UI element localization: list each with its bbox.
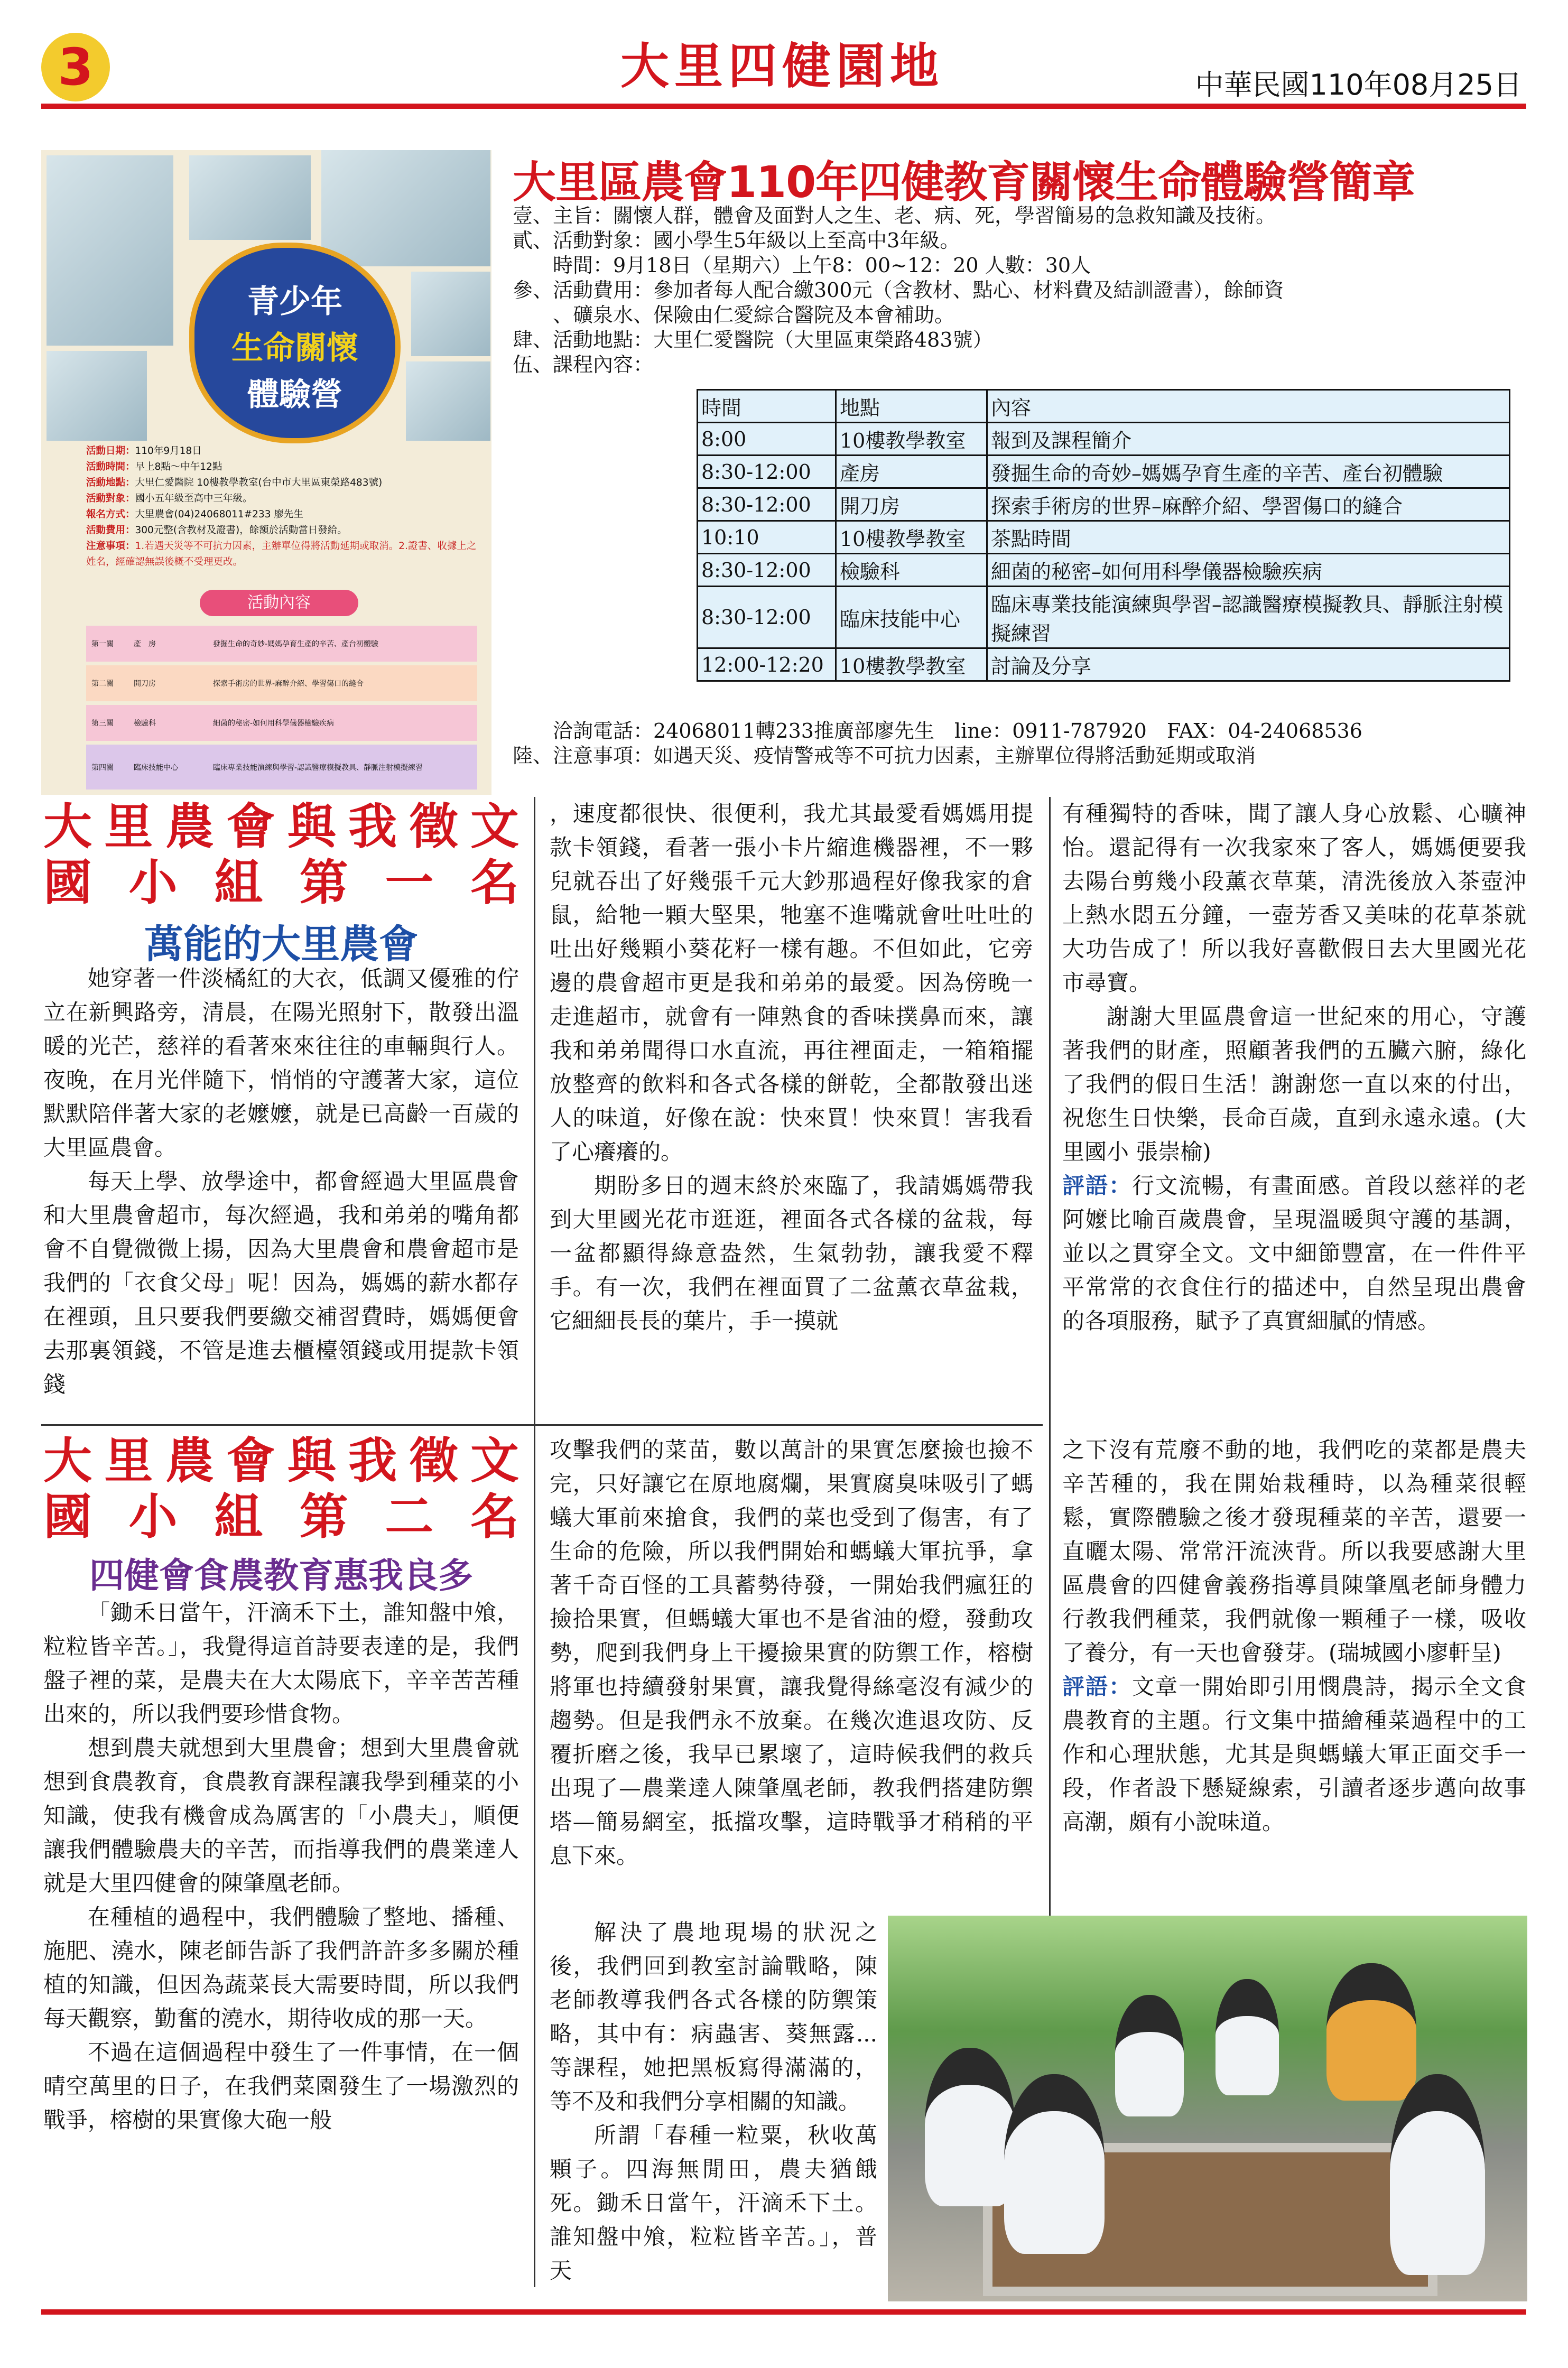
intro-line: 時間：9月18日（星期六）上午8：00~12：20 人數：30人 [513,254,1091,277]
poster-photo-1 [47,155,173,346]
article2-title-line2: 國小組第一名 [43,855,519,911]
poster-photo-4 [411,272,490,356]
article3-column-1: 「鋤禾日當午，汗滴禾下土，誰知盤中飧，粒粒皆辛苦。」，我覺得這首詩要表達的是，我們盤子裡的菜，是農夫在大太陽底下，辛辛苦苦種出來的，所以我們要珍惜食物。 想到農夫就想到大里農會；想到大里農會就想到食農教育，食農教育課程讓我學到種菜的小知識，使我有機會成為厲害的「小農夫」，順便讓我們體驗農夫的辛苦，而指導我們的農業達人就是大里四健會的陳肇凰老師。 在種植的過程中，我們體驗了整地、播種、施肥、澆水，陳老師告訴了我們許許多多關於種植的知識，但因為蔬菜長大需要時間，所以我們每天觀察，勤奮的澆水，期待收成的那一天。 不過在這個過程中發生了一件事情，在一個晴空萬里的日子，在我們菜園發生了一場激烈的戰爭，榕樹的果實像大砲一般 [43,1600,519,2133]
table-row: 8:30-12:00 產房 發掘生命的奇妙–媽媽孕育生產的辛苦、產台初體驗 [698,456,1510,488]
poster-photo-6 [406,361,490,441]
photo-student [1004,2074,1105,2254]
article2-column-1: 她穿著一件淡橘紅的大衣，低調又優雅的佇立在新興路旁，清晨，在陽光照射下，散發出溫暖的光芒，慈祥的看著來來往往的車輛與行人。夜晚，在月光伴隨下，悄悄的守護著大家，這位默默陪伴著大家的老嬤嬤，就是已高齡一百歲的大里區農會。 每天上學、放學途中，都會經過大里區農會和大里農會超市，每次經過，我和弟弟的嘴角都會不自覺微微上揚，因為大里農會和農會超市是我們的「衣食父母」呢！因為，媽媽的薪水都存在裡頭，且只要我們要繳交補習費時，媽媽便會去那裏領錢，不管是進去櫃檯領錢或用提款卡領錢 [43,965,519,1397]
article2-column-2: ，速度都很快、很便利，我尤其最愛看媽媽用提款卡領錢，看著一張小卡片縮進機器裡，不一夥兒就吞出了好幾張千元大鈔那過程好像我家的倉鼠，給牠一顆大堅果，牠塞不進嘴就會吐吐吐的吐出好幾顆小葵花籽一樣有趣。不但如此，它旁邊的農會超市更是我和弟弟的最愛。因為傍晚一走進超市，就會有一陣熟食的香味撲鼻而來，讓我和弟弟聞得口水直流，再往裡面走，一箱箱擺放整齊的飲料和各式各樣的餅乾，全都散發出迷人的味道，好像在說：快來買！快來買！害我看了心癢癢的。 期盼多日的週末終於來臨了，我請媽媽帶我到大里國光花市逛逛，裡面各式各樣的盆栽，每一盆都顯得綠意盎然，生氣勃勃，讓我愛不釋手。有一次，我們在裡面買了二盆薰衣草盆栽，它細細長長的葉片，手一摸就 [550,801,1033,1334]
poster-badge: 青少年 生命關懷 體驗營 [189,243,401,443]
article2-title-line1: 大里農會與我徵文 [43,798,519,855]
article3-subtitle: 四健會食農教育惠我良多 [89,1555,473,1596]
table-row: 8:30-12:00 檢驗科 細菌的秘密–如何用科學儀器檢驗疾病 [698,554,1510,587]
table-row: 8:30-12:00 開刀房 探索手術房的世界–麻醉介紹、學習傷口的縫合 [698,488,1510,521]
column-rule [1049,797,1051,2012]
poster-info-line: 注意事項：1.若遇天災等不可抗力因素，主辦單位得將活動延期或取消。2.證書、收據上之姓名，經確認無誤後概不受理更改。 [86,541,477,568]
poster-info-line: 報名方式：大里農會(04)24068011#233 廖先生 [86,509,303,520]
poster-info-line: 活動時間：早上8點～中午12點 [86,461,222,472]
poster-activity-row: 第三關 檢驗科 細菌的秘密-如何用科學儀器檢驗疾病 [86,705,477,741]
article1-contact [513,719,1527,768]
photo-teacher [1326,1963,1416,2101]
column-rule [534,797,535,2287]
poster-photo-2 [189,155,311,240]
notice-line: 陸、注意事項：如遇天災、疫情警戒等不可抗力因素，主辦單位得將活動延期或取消 [513,744,1256,767]
poster-info-line: 活動對象：國小五年級至高中三年級。 [86,493,253,504]
table-row: 10:10 10樓教學教室 茶點時間 [698,521,1510,554]
header-rule [41,104,1526,109]
intro-line: 參、活動費用：參加者每人配合繳300元（含教材、點心、材料費及結訓證書），餘師資 [513,278,1284,302]
photo-student [925,2048,1015,2206]
poster-photo-3 [321,150,490,266]
photo-student [1216,1979,1279,2095]
article2-column-3: 有種獨特的香味，聞了讓人身心放鬆、心曠神怡。還記得有一次我家來了客人，媽媽便要我去陽台剪幾小段薰衣草葉，清洗後放入茶壺沖上熱水悶五分鐘，一壺芳香又美味的花草茶就大功告成了！所以我好喜歡假日去大里國光花市尋寶。 謝謝大里區農會這一世紀來的用心，守護著我們的財產，照顧著我們的五臟六腑，綠化了我們的假日生活！謝謝您一直以來的付出，祝您生日快樂，長命百歲，直到永遠永遠。(大里國小 張崇榆) 評語：行文流暢，有畫面感。首段以慈祥的老阿嬤比喻百歲農會，呈現溫暖與守護的基調，並以之貫穿全文。文中細節豐富，在一件件平平常常的衣食住行的描述中，自然呈現出農會的各項服務，賦予了真實細膩的情感。 [1062,801,1526,1334]
contact-line: 洽詢電話：24068011轉233推廣部廖先生 line：0911-787920 FAX：04-24068536 [513,719,1362,742]
photo-student [1115,1995,1184,2116]
table-row: 8:30-12:00 臨床技能中心 臨床專業技能演練與學習–認識醫療模擬教具、靜脈注射模擬練習 [698,587,1510,648]
critique-label: 評語： [1062,1173,1132,1199]
photo-student [1390,2074,1485,2275]
intro-line: 貳、活動對象：國小學生5年級以上至高中3年級。 [513,229,960,252]
table-row: 8:00 10樓教學教室 報到及課程簡介 [698,423,1510,456]
poster-info-line: 活動日期：110年9月18日 [86,445,202,457]
footer-rule [41,2309,1526,2315]
poster-activity-row: 第一關 產 房 發掘生命的奇妙-媽媽孕育生產的辛苦、產台初體驗 [86,626,477,662]
poster-activity-row: 第四關 臨床技能中心 臨床專業技能演練與學習-認識醫療模擬教具、靜脈注射模擬練習 [86,745,477,790]
poster-info-line: 活動費用：300元整(含教材及證書)，餘額於活動當日發給。 [86,525,347,536]
section-rule [41,1424,1043,1426]
critique-text: 行文流暢，有畫面感。首段以慈祥的老阿嬤比喻百歲農會，呈現溫暖與守護的基調，並以之貫穿全文。文中細節豐富，在一件件平平常常的衣食住行的描述中，自然呈現出農會的各項服務，賦予了真實細膩的情感。 [1062,1173,1526,1334]
masthead-title: 大里四健園地 [620,38,944,95]
table-row: 時間 地點 內容 [698,390,1510,423]
intro-line: 壹、主旨：關懷人群，體會及面對人之生、老、病、死，學習簡易的急救知識及技術。 [513,204,1276,227]
article2-subtitle: 萬能的大里農會 [144,922,418,967]
poster-info [86,443,483,570]
students-garden-photo [888,1916,1527,2301]
article1-intro [513,203,1527,377]
article3-title-line2: 國小組第二名 [43,1489,519,1545]
intro-line: 、礦泉水、保險由仁愛綜合醫院及本會補助。 [513,303,955,327]
poster-activity-row: 第二關 開刀房 探索手術房的世界-麻醉介紹、學習傷口的縫合 [86,665,477,701]
critique-text: 文章一開始即引用憫農詩，揭示全文食農教育的主題。行文集中描繪種菜過程中的工作和心理狀態，尤其是與螞蟻大軍正面交手一段，作者設下懸疑線索，引讀者逐步邁向故事高潮，頗有小說味道。 [1062,1674,1526,1835]
article1-title: 大里區農會110年四健教育關懷生命體驗營簡章 [513,157,1415,208]
page-number-badge: 3 [41,33,110,101]
schedule-table [697,389,1510,682]
issue-date: 中華民國110年08月25日 [1195,68,1522,101]
table-row: 12:00-12:20 10樓教學教室 討論及分享 [698,648,1510,681]
poster-activity-heading: 活動內容 [200,590,358,616]
poster-info-line: 活動地點：大里仁愛醫院 10樓教學教室(台中市大里區東榮路483號) [86,477,383,488]
intro-line: 伍、課程內容： [513,353,654,376]
critique-label: 評語： [1062,1674,1132,1700]
article3-title-line1: 大里農會與我徵文 [43,1433,519,1489]
article3-column-2: 攻擊我們的菜苗，數以萬計的果實怎麼撿也撿不完，只好讓它在原地腐爛，果實腐臭味吸引了螞蟻大軍前來搶食，我們的菜也受到了傷害，有了生命的危險，所以我們開始和螞蟻大軍抗爭，拿著千奇百怪的工具蓄勢待發，一開始我們瘋狂的撿拾果實，但螞蟻大軍也不是省油的燈，發動攻勢，爬到我們身上干擾撿果實的防禦工作，榕樹將軍也持續發射果實，讓我覺得絲毫沒有減少的趨勢。但是我們永不放棄。在幾次進退攻防、反覆折磨之後，我早已累壞了，這時候我們的救兵出現了—農業達人陳肇凰老師，教我們搭建防禦塔—簡易網室，抵擋攻擊，這時戰爭才稍稍的平息下來。 [550,1437,1033,1869]
camp-poster [41,150,491,795]
article3-column-2b: 解決了農地現場的狀況之後，我們回到教室討論戰略，陳老師教導我們各式各樣的防禦策略，其中有：病蟲害、葵無露...等課程，她把黑板寫得滿滿的，等不及和我們分享相關的知識。 所謂「春種一粒粟，秋收萬顆子。四海無閒田，農夫猶餓死。鋤禾日當午，汗滴禾下土。誰知盤中飧，粒粒皆辛苦。」，普天 [550,1919,877,2283]
poster-photo-5 [47,351,147,441]
article3-column-3: 之下沒有荒廢不動的地，我們吃的菜都是農夫辛苦種的，我在開始栽種時，以為種菜很輕鬆，實際體驗之後才發現種菜的辛苦，還要一直曬太陽、常常汗流浹背。所以我要感謝大里區農會的四健會義務指導員陳肇凰老師身體力行教我們種菜，我們就像一顆種子一樣，吸收了養分，有一天也會發芽。(瑞城國小廖軒呈) 評語：文章一開始即引用憫農詩，揭示全文食農教育的主題。行文集中描繪種菜過程中的工作和心理狀態，尤其是與螞蟻大軍正面交手一段，作者設下懸疑線索，引讀者逐步邁向故事高潮，頗有小說味道。 [1062,1437,1526,1835]
intro-line: 肆、活動地點：大里仁愛醫院（大里區東榮路483號） [513,328,993,351]
